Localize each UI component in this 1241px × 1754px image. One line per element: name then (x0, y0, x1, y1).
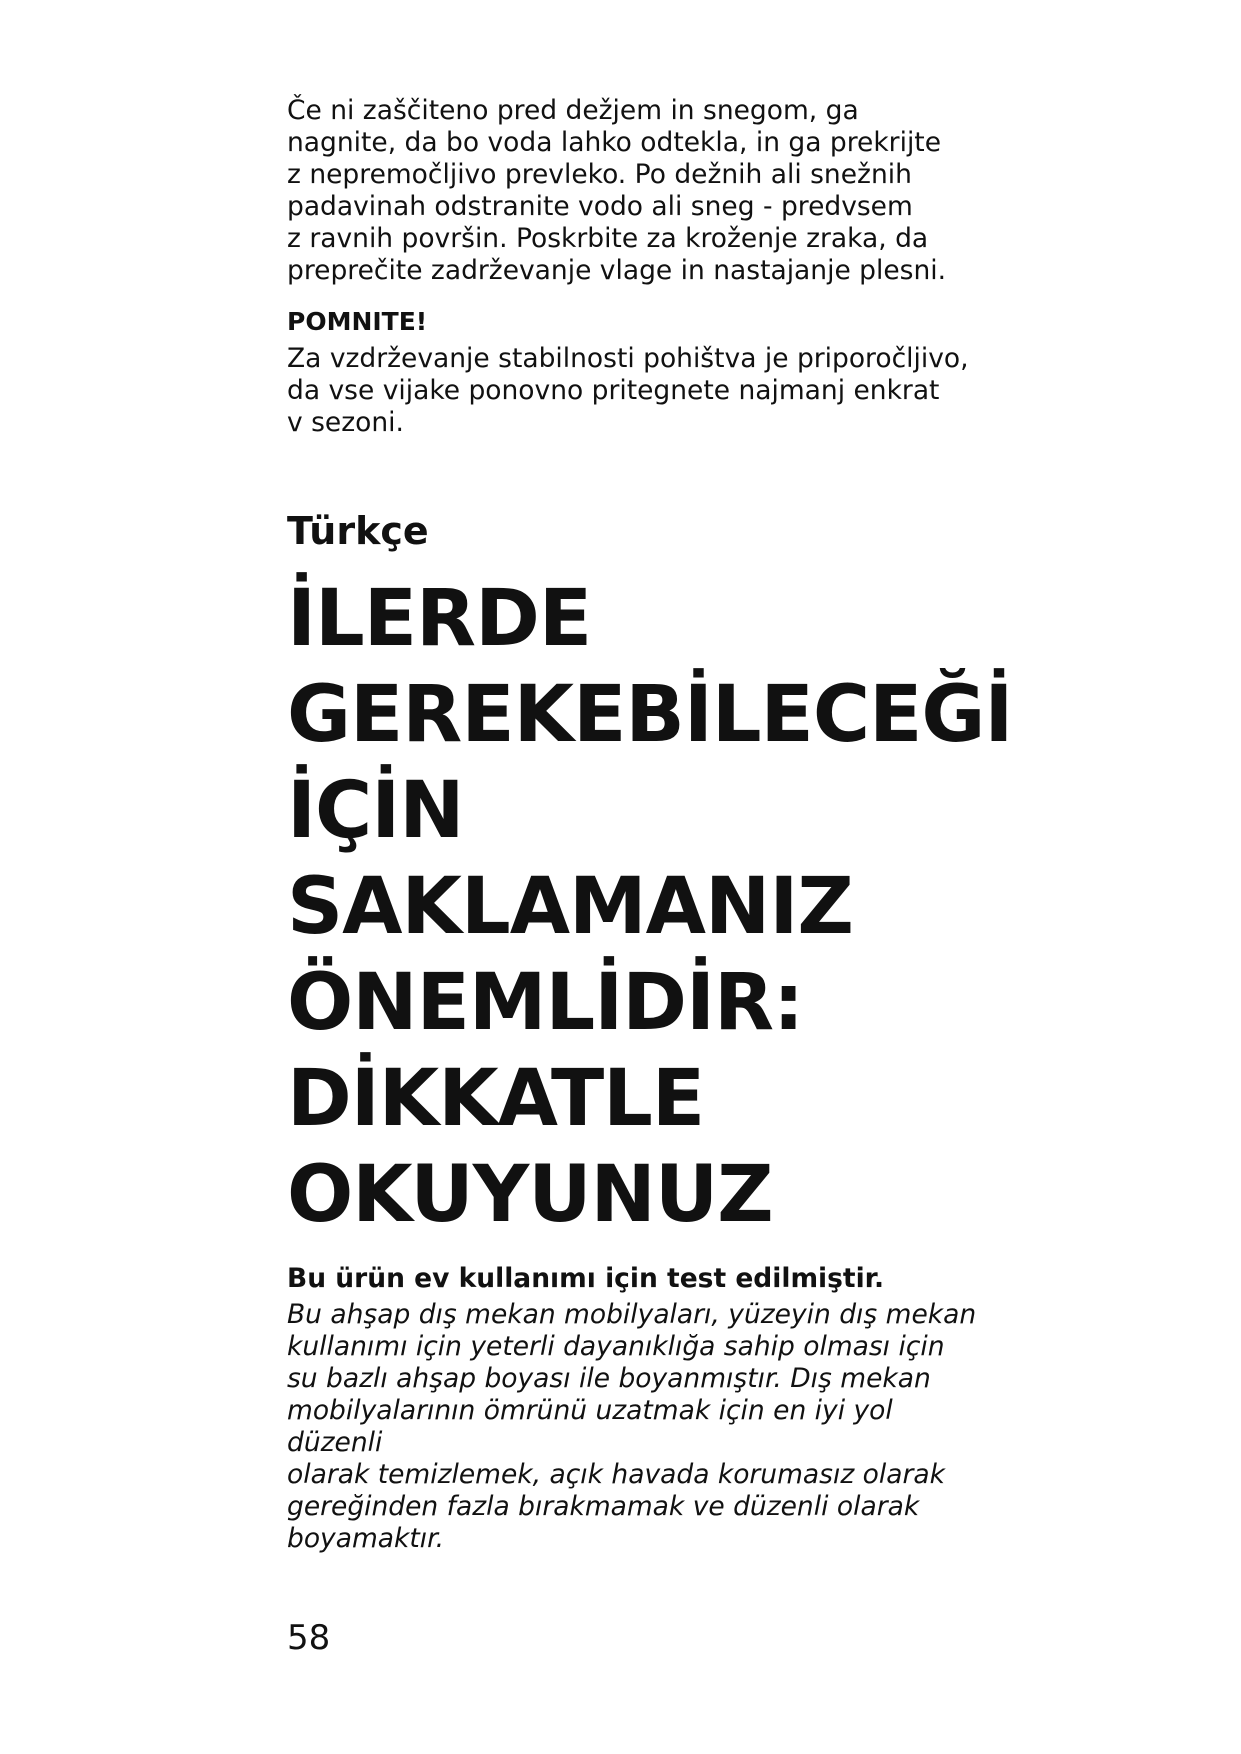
language-heading: Türkçe (287, 509, 429, 553)
slovenian-paragraph: Če ni zaščiteno pred dežjem in snegom, ga nagnite, da bo voda lahko odtekla, in ga prekrijte z nepremočljivo prevleko. Po dežnih ali snežnih padavinah odstranite vodo ali sneg - predvsem z ravnih površin. Poskrbite za kroženje zraka, da preprečite zadrževanje vlage in nastajanje plesni. (287, 95, 947, 286)
note-text: Za vzdrževanje stabilnosti pohištva je priporočljivo, da vse vijake ponovno pritegnete najmanj enkrat v sezoni. (287, 343, 969, 438)
page-title: İLERDE GEREKEBİLECEĞİ İÇİN SAKLAMANIZ ÖNEMLİDİR: DİKKATLE OKUYUNUZ (287, 574, 1013, 1240)
document-page (287, 95, 1013, 1555)
note-heading: POMNITE! (287, 307, 428, 336)
italic-paragraph: Bu ahşap dış mekan mobilyaları, yüzeyin dış mekan kullanımı için yeterli dayanıklığa sahip olması için su bazlı ahşap boyası ile boyanmıştır. Dış mekan mobilyalarının ömrünü uzatmak için en iyi yol düzenli olarak temizlemek, açık havada korumasız olarak gereğinden fazla bırakmamak ve düzenli olarak boyamaktır. (287, 1299, 977, 1554)
bold-intro: Bu ürün ev kullanımı için test edilmiştir. (287, 1263, 885, 1294)
page-number: 58 (287, 1618, 331, 1658)
